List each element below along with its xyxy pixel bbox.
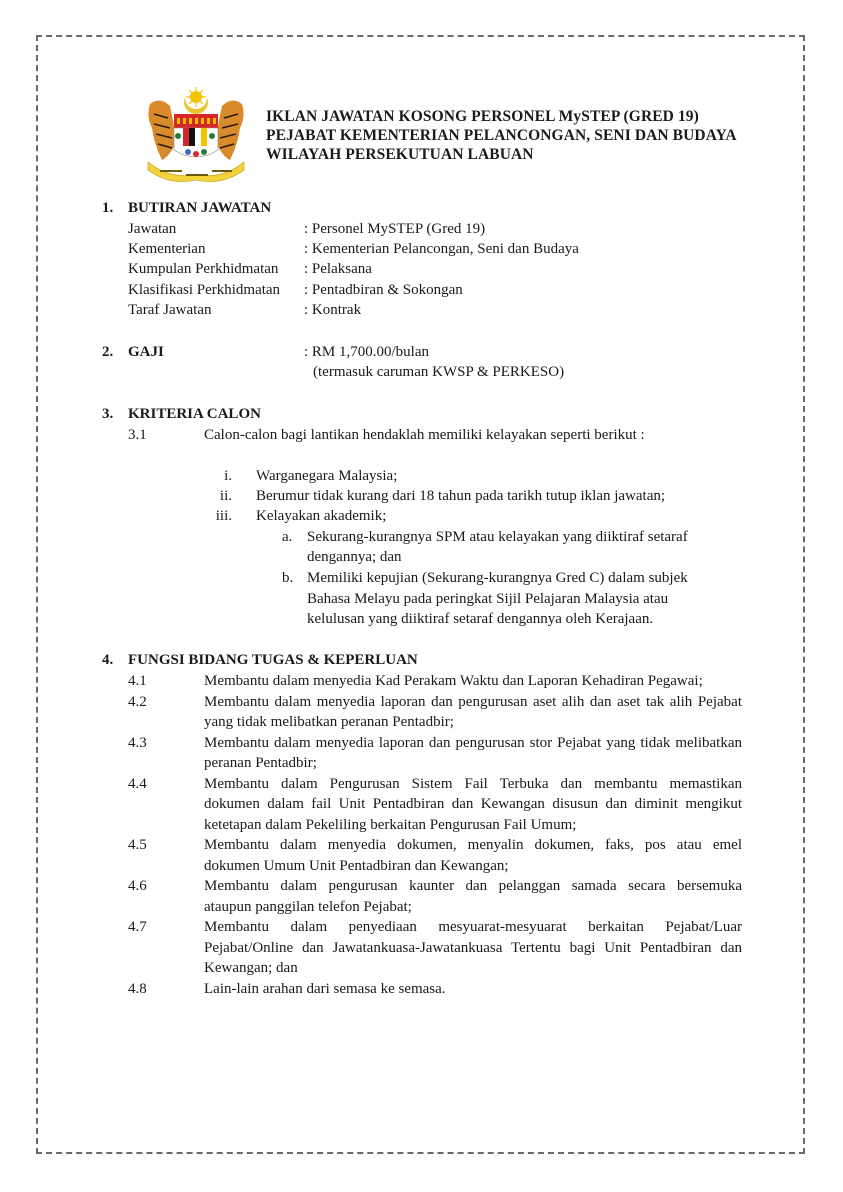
page-title xyxy=(266,107,737,164)
criteria-marker: iii. xyxy=(215,508,232,524)
academic-text-line: Bahasa Melayu pada peringkat Sijil Pelajaran Malaysia atau xyxy=(307,591,669,607)
duty-number: 4.4 xyxy=(128,775,147,792)
duty-number: 4.7 xyxy=(128,919,147,935)
salary-note: (termasuk caruman KWSP & PERKESO) xyxy=(313,364,565,380)
duty-text-line: Membantu dalam menyedia dokumen, menyalin dokumen, faks, pos atau emel xyxy=(204,837,742,853)
academic-text-line: dengannya; dan xyxy=(307,549,402,565)
duty-text-line: Lain-lain arahan dari semasa ke semasa. xyxy=(204,980,446,997)
duty-number: 4.2 xyxy=(128,693,147,710)
duty-text-line: Kewangan; dan xyxy=(204,960,298,976)
field-label: Taraf Jawatan xyxy=(128,302,212,318)
duty-text-line: Membantu dalam menyedia Kad Perakam Waktu dan Laporan Kehadiran Pegawai; xyxy=(204,673,703,689)
section-heading-butiran-jawatan: BUTIRAN JAWATAN xyxy=(128,200,272,216)
section-number: 2. xyxy=(102,344,114,360)
item-number: 3.1 xyxy=(128,427,147,443)
criteria-text: Warganegara Malaysia; xyxy=(256,468,398,484)
field-label: Jawatan xyxy=(128,221,177,237)
field-value: : Kementerian Pelancongan, Seni dan Budaya xyxy=(304,241,579,257)
section-heading-kriteria-calon: KRITERIA CALON xyxy=(128,406,261,422)
criteria-marker: i. xyxy=(224,468,232,484)
duty-text-line: ketetapan dalam Pekeliling berkaitan Pengurusan Fail Umum; xyxy=(204,816,577,833)
field-label: Klasifikasi Perkhidmatan xyxy=(128,282,281,298)
duty-text-line: ataupun panggilan telefon Pejabat; xyxy=(204,898,412,915)
duty-text-line: peranan Pentadbir; xyxy=(204,755,317,771)
duty-text-line: Membantu dalam Pengurusan Sistem Fail Terbuka dan membantu memastikan xyxy=(204,775,742,792)
duty-text-line: Membantu dalam penyediaan mesyuarat-mesyuarat berkaitan Pejabat/Luar xyxy=(204,919,742,935)
section-number: 4. xyxy=(102,652,114,668)
section-number: 3. xyxy=(102,406,114,422)
field-value: : Personel MySTEP (Gred 19) xyxy=(304,221,486,237)
academic-text-line: kelulusan yang diiktiraf setaraf dengannya oleh Kerajaan. xyxy=(307,611,654,627)
criteria-marker: ii. xyxy=(219,488,232,504)
duty-text-line: dokumen dalam fail Unit Pentadbiran dan Kewangan disusun dan diminit mengikut xyxy=(204,796,742,812)
duty-text-line: Pejabat/Online dan Jawatankuasa-Jawatankuasa Tertentu bagi Unit Pentadbiran dan xyxy=(204,939,742,956)
criteria-text: Kelayakan akademik; xyxy=(256,508,387,524)
title-line: IKLAN JAWATAN KOSONG PERSONEL MySTEP (GRED 19) xyxy=(266,108,699,125)
duty-number: 4.3 xyxy=(128,734,147,751)
section-number: 1. xyxy=(102,200,114,216)
item-text: Calon-calon bagi lantikan hendaklah memiliki kelayakan seperti berikut : xyxy=(204,427,645,443)
criteria-text: Berumur tidak kurang dari 18 tahun pada tarikh tutup iklan jawatan; xyxy=(256,488,666,504)
duty-text-line: yang tidak melibatkan peranan Pentadbir; xyxy=(204,714,454,730)
field-value: : Pentadbiran & Sokongan xyxy=(304,282,463,298)
academic-marker: b. xyxy=(282,570,294,586)
salary-value: : RM 1,700.00/bulan xyxy=(304,344,430,360)
academic-marker: a. xyxy=(282,529,293,545)
title-line: PEJABAT KEMENTERIAN PELANCONGAN, SENI DAN BUDAYA xyxy=(266,127,737,144)
field-value: : Pelaksana xyxy=(304,261,372,277)
academic-text-line: Sekurang-kurangnya SPM atau kelayakan yang diiktiraf setaraf xyxy=(307,529,688,545)
academic-text-line: Memiliki kepujian (Sekurang-kurangnya Gred C) dalam subjek xyxy=(307,570,688,586)
duty-number: 4.5 xyxy=(128,837,147,853)
duty-text-line: Membantu dalam pengurusan kaunter dan pelanggan samada secara bersemuka xyxy=(204,878,742,894)
section-heading-gaji: GAJI xyxy=(128,344,164,360)
duty-number: 4.8 xyxy=(128,980,147,997)
field-value: : Kontrak xyxy=(304,302,362,318)
section-heading-fungsi-bidang-tugas: FUNGSI BIDANG TUGAS & KEPERLUAN xyxy=(128,652,418,668)
duty-text-line: Membantu dalam menyedia laporan dan pengurusan stor Pejabat yang tidak melibatkan xyxy=(204,734,742,751)
duty-text-line: dokumen Umum Unit Pentadbiran dan Kewangan; xyxy=(204,857,509,874)
malaysia-coat-of-arms-icon xyxy=(140,84,252,184)
field-label: Kumpulan Perkhidmatan xyxy=(128,261,279,277)
field-label: Kementerian xyxy=(128,241,206,257)
duty-text-line: Membantu dalam menyedia laporan dan pengurusan aset alih dan aset tak alih Pejabat xyxy=(204,693,742,710)
duty-number: 4.1 xyxy=(128,673,147,689)
duty-number: 4.6 xyxy=(128,878,147,894)
title-line: WILAYAH PERSEKUTUAN LABUAN xyxy=(266,146,534,163)
